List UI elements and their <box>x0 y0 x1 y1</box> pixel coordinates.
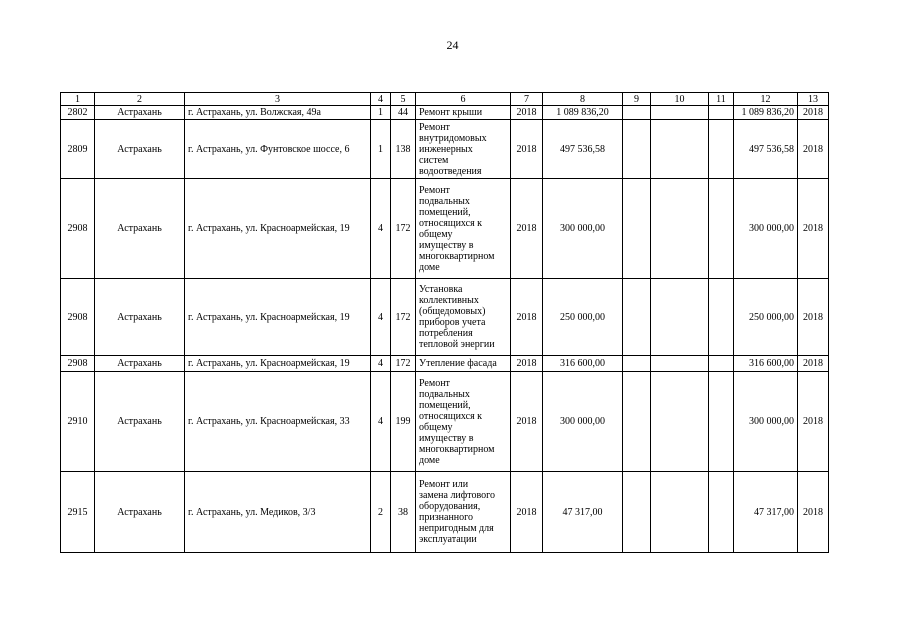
work-type-line: подвальных <box>419 195 470 207</box>
municipality-cell: Астрахань <box>95 279 185 356</box>
count-cell: 138 <box>391 120 416 179</box>
work-type-line: эксплуатации <box>419 534 477 545</box>
empty-cell <box>651 356 709 372</box>
count-cell: 172 <box>391 279 416 356</box>
empty-cell <box>623 472 651 553</box>
address-cell: г. Астрахань, ул. Медиков, 3/3 <box>185 472 371 553</box>
work-type-line: инженерных <box>419 143 473 155</box>
count-cell: 172 <box>391 179 416 279</box>
page-number: 24 <box>446 38 459 52</box>
empty-cell <box>651 372 709 472</box>
municipality-cell: Астрахань <box>95 356 185 372</box>
cost-cell: 316 600,00 <box>543 356 623 372</box>
table-row <box>61 356 829 372</box>
object-code-cell: 2802 <box>61 106 95 120</box>
empty-cell <box>709 106 734 120</box>
total-cost-cell: 250 000,00 <box>734 279 798 356</box>
category-cell: 4 <box>371 372 391 472</box>
column-number: 13 <box>798 93 829 106</box>
work-type-line: подвальных <box>419 388 470 400</box>
column-number: 11 <box>709 93 734 106</box>
category-cell: 4 <box>371 179 391 279</box>
empty-cell <box>623 106 651 120</box>
cost-cell: 300 000,00 <box>543 179 623 279</box>
cost-cell: 497 536,58 <box>543 120 623 179</box>
cost-cell: 1 089 836,20 <box>543 106 623 120</box>
work-type-line: внутридомовых <box>419 132 487 144</box>
work-type-line: приборов учета <box>419 317 486 328</box>
work-type-line: общему <box>419 228 453 240</box>
category-cell: 2 <box>371 472 391 553</box>
count-cell: 44 <box>391 106 416 120</box>
table-row <box>61 106 829 120</box>
year-cell: 2018 <box>511 120 543 179</box>
work-type-line: Ремонт <box>419 121 450 133</box>
year-cell: 2018 <box>511 356 543 372</box>
empty-cell <box>709 372 734 472</box>
total-cost-cell: 316 600,00 <box>734 356 798 372</box>
work-type-line: Утепление фасада <box>419 358 497 369</box>
work-type-line: общему <box>419 421 453 433</box>
work-type-line: водоотведения <box>419 165 482 177</box>
work-type-line: Ремонт или <box>419 479 469 490</box>
column-number: 9 <box>623 93 651 106</box>
address-cell: г. Астрахань, ул. Красноармейская, 19 <box>185 279 371 356</box>
count-cell: 38 <box>391 472 416 553</box>
empty-cell <box>709 179 734 279</box>
work-type-cell <box>416 372 511 472</box>
object-code-cell: 2910 <box>61 372 95 472</box>
address-cell: г. Астрахань, ул. Красноармейская, 19 <box>185 179 371 279</box>
year-cell: 2018 <box>511 372 543 472</box>
work-type-line: помещений, <box>419 206 471 218</box>
object-code-cell: 2915 <box>61 472 95 553</box>
category-cell: 4 <box>371 356 391 372</box>
completion-year-cell: 2018 <box>798 372 829 472</box>
work-type-line: оборудования, <box>419 501 481 512</box>
municipality-cell: Астрахань <box>95 120 185 179</box>
column-number: 4 <box>371 93 391 106</box>
category-cell: 4 <box>371 279 391 356</box>
municipality-cell: Астрахань <box>95 179 185 279</box>
total-cost-cell: 1 089 836,20 <box>734 106 798 120</box>
work-type-line: Установка <box>419 284 463 295</box>
cost-cell: 300 000,00 <box>543 372 623 472</box>
table-row <box>61 372 829 472</box>
work-type-line: (общедомовых) <box>419 306 486 317</box>
total-cost-cell: 497 536,58 <box>734 120 798 179</box>
table-row <box>61 179 829 279</box>
completion-year-cell: 2018 <box>798 356 829 372</box>
work-type-line: Ремонт <box>419 184 450 196</box>
empty-cell <box>623 179 651 279</box>
empty-cell <box>651 120 709 179</box>
completion-year-cell: 2018 <box>798 120 829 179</box>
empty-cell <box>709 472 734 553</box>
empty-cell <box>709 356 734 372</box>
column-number: 7 <box>511 93 543 106</box>
total-cost-cell: 47 317,00 <box>734 472 798 553</box>
completion-year-cell: 2018 <box>798 106 829 120</box>
table-row <box>61 120 829 179</box>
empty-cell <box>651 179 709 279</box>
work-type-line: систем <box>419 154 449 166</box>
column-number: 8 <box>543 93 623 106</box>
work-type-line: помещений, <box>419 399 471 411</box>
cost-cell: 250 000,00 <box>543 279 623 356</box>
work-type-line: относящихся к <box>419 217 483 229</box>
column-number: 2 <box>95 93 185 106</box>
column-number: 10 <box>651 93 709 106</box>
work-type-line: коллективных <box>419 295 479 306</box>
address-cell: г. Астрахань, ул. Волжская, 49а <box>185 106 371 120</box>
work-type-line: доме <box>419 261 440 273</box>
category-cell: 1 <box>371 106 391 120</box>
municipality-cell: Астрахань <box>95 372 185 472</box>
category-cell: 1 <box>371 120 391 179</box>
work-type-cell <box>416 106 511 120</box>
table-row <box>61 472 829 553</box>
column-number: 3 <box>185 93 371 106</box>
work-type-cell <box>416 120 511 179</box>
empty-cell <box>623 356 651 372</box>
year-cell: 2018 <box>511 279 543 356</box>
empty-cell <box>709 120 734 179</box>
work-type-line: тепловой энергии <box>419 339 495 350</box>
work-type-line: Ремонт <box>419 377 450 389</box>
column-number: 1 <box>61 93 95 106</box>
address-cell: г. Астрахань, ул. Красноармейская, 19 <box>185 356 371 372</box>
repair-program-table <box>60 92 829 553</box>
empty-cell <box>623 279 651 356</box>
empty-cell <box>623 120 651 179</box>
empty-cell <box>651 472 709 553</box>
count-cell: 199 <box>391 372 416 472</box>
completion-year-cell: 2018 <box>798 279 829 356</box>
work-type-cell <box>416 356 511 372</box>
empty-cell <box>709 279 734 356</box>
completion-year-cell: 2018 <box>798 472 829 553</box>
work-type-line: относящихся к <box>419 410 483 422</box>
table-row <box>61 279 829 356</box>
completion-year-cell: 2018 <box>798 179 829 279</box>
year-cell: 2018 <box>511 472 543 553</box>
work-type-line: замена лифтового <box>419 490 496 501</box>
work-type-line: имуществу в <box>419 239 474 251</box>
address-cell: г. Астрахань, ул. Фунтовское шоссе, 6 <box>185 120 371 179</box>
cost-cell: 47 317,00 <box>543 472 623 553</box>
empty-cell <box>651 106 709 120</box>
empty-cell <box>623 372 651 472</box>
work-type-line: признанного <box>419 512 473 523</box>
object-code-cell: 2809 <box>61 120 95 179</box>
object-code-cell: 2908 <box>61 356 95 372</box>
work-type-line: многоквартирном <box>419 443 495 455</box>
municipality-cell: Астрахань <box>95 472 185 553</box>
work-type-cell <box>416 179 511 279</box>
count-cell: 172 <box>391 356 416 372</box>
column-number: 5 <box>391 93 416 106</box>
column-number: 6 <box>416 93 511 106</box>
year-cell: 2018 <box>511 179 543 279</box>
work-type-line: имуществу в <box>419 432 474 444</box>
work-type-line: потребления <box>419 328 473 339</box>
object-code-cell: 2908 <box>61 179 95 279</box>
year-cell: 2018 <box>511 106 543 120</box>
column-number-row <box>61 93 829 106</box>
work-type-cell <box>416 279 511 356</box>
municipality-cell: Астрахань <box>95 106 185 120</box>
work-type-line: многоквартирном <box>419 250 495 262</box>
address-cell: г. Астрахань, ул. Красноармейская, 33 <box>185 372 371 472</box>
total-cost-cell: 300 000,00 <box>734 372 798 472</box>
work-type-cell <box>416 472 511 553</box>
work-type-line: Ремонт крыши <box>419 107 483 118</box>
object-code-cell: 2908 <box>61 279 95 356</box>
work-type-line: непригодным для <box>419 523 494 534</box>
total-cost-cell: 300 000,00 <box>734 179 798 279</box>
work-type-line: доме <box>419 454 440 466</box>
column-number: 12 <box>734 93 798 106</box>
empty-cell <box>651 279 709 356</box>
